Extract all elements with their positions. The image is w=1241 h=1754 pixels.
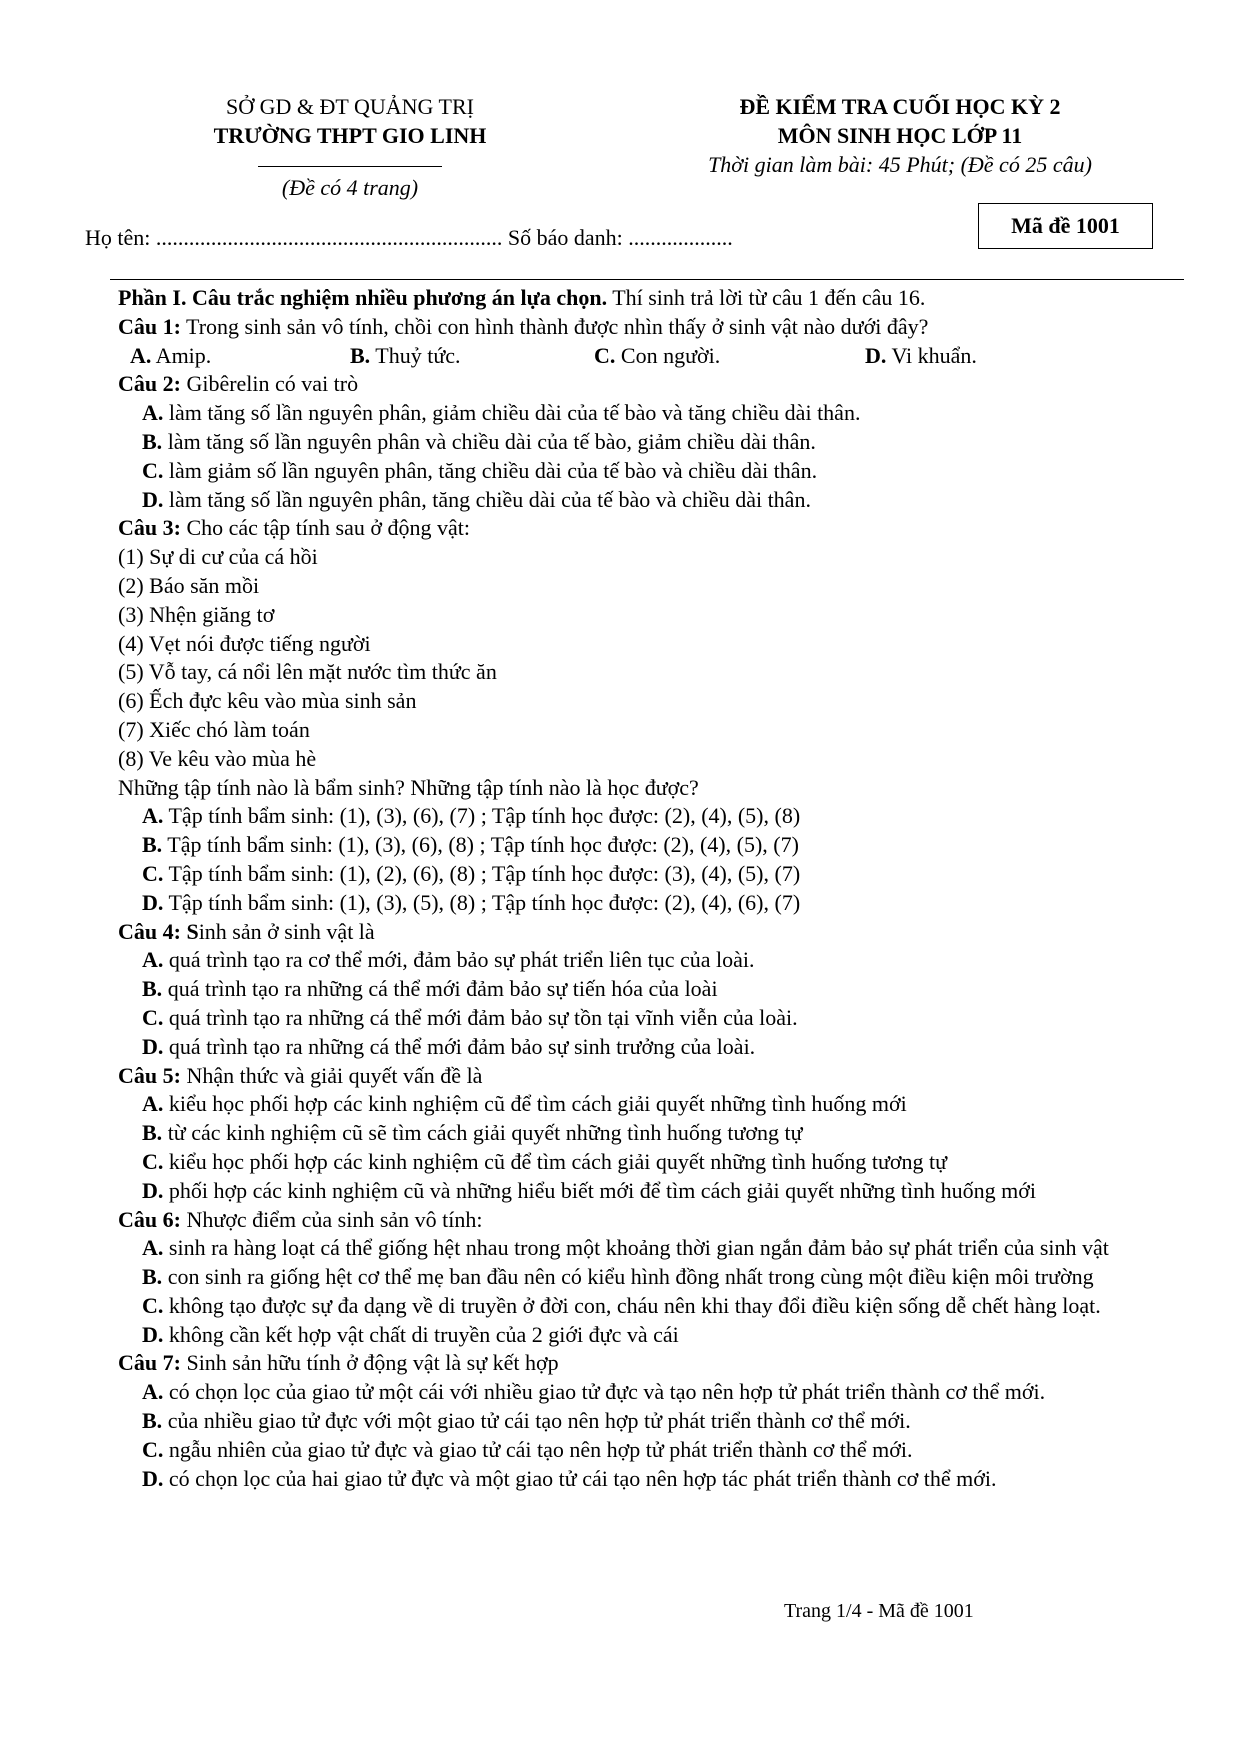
option: D. Tập tính bẩm sinh: (1), (3), (5), (8) ; Tập tính học được: (2), (4), (6), (7) xyxy=(142,889,801,915)
option: D. Vi khuẩn. xyxy=(865,342,977,368)
part-instruction: Thí sinh trả lời từ câu 1 đến câu 16. xyxy=(607,285,926,310)
part-title: Phần I. Câu trắc nghiệm nhiều phương án lựa chọn. xyxy=(118,285,608,310)
option: C. Tập tính bẩm sinh: (1), (2), (6), (8) ; Tập tính học được: (3), (4), (5), (7) xyxy=(142,860,801,886)
option: A. Tập tính bẩm sinh: (1), (3), (6), (7) ; Tập tính học được: (2), (4), (5), (8) xyxy=(142,803,801,829)
option: A. kiểu học phối hợp các kinh nghiệm cũ để tìm cách giải quyết những tình huống mới xyxy=(142,1091,907,1117)
option: B. từ các kinh nghiệm cũ sẽ tìm cách giải quyết những tình huống tương tự xyxy=(142,1120,803,1146)
list-item: (7) Xiếc chó làm toán xyxy=(118,716,310,742)
option: C. làm giảm số lần nguyên phân, tăng chiều dài của tế bào và chiều dài thân. xyxy=(142,457,818,483)
list-item: (4) Vẹt nói được tiếng người xyxy=(118,630,371,656)
question-6: Câu 6: Nhược điểm của sinh sản vô tính: xyxy=(118,1206,483,1232)
question-label: Câu 1: xyxy=(118,313,181,339)
school-name: TRƯỜNG THPT GIO LINH xyxy=(213,123,487,148)
student-info-line: Họ tên: ............................................................... Số báo danh: ................... xyxy=(85,225,733,250)
option: A. Amip. xyxy=(130,342,212,368)
option: B. quá trình tạo ra những cá thể mới đảm bảo sự tiến hóa của loài xyxy=(142,976,718,1002)
page-footer: Trang 1/4 - Mã đề 1001 xyxy=(784,1600,974,1622)
exam-code-box: Mã đề 1001 xyxy=(978,203,1153,249)
question-3: Câu 3: Cho các tập tính sau ở động vật: xyxy=(118,515,470,541)
question-7: Câu 7: Sinh sản hữu tính ở động vật là sự kết hợp xyxy=(118,1350,559,1376)
header-right xyxy=(640,92,1160,179)
exam-body xyxy=(118,284,1158,1493)
pages-note: (Đề có 4 trang) xyxy=(281,175,419,200)
list-item: (1) Sự di cư của cá hồi xyxy=(118,544,318,570)
option: B. Thuỷ tức. xyxy=(350,342,461,368)
header-divider xyxy=(258,166,442,167)
option: C. quá trình tạo ra những cá thể mới đảm bảo sự tồn tại vĩnh viễn của loài. xyxy=(142,1004,798,1030)
option: D. làm tăng số lần nguyên phân, tăng chiều dài của tế bào và chiều dài thân. xyxy=(142,486,811,512)
part-heading xyxy=(118,284,1158,313)
option: B. Tập tính bẩm sinh: (1), (3), (6), (8) ; Tập tính học được: (2), (4), (5), (7) xyxy=(142,832,799,858)
question-2: Câu 2: Gibêrelin có vai trò xyxy=(118,371,359,397)
question-1 xyxy=(118,313,1158,342)
list-item: (2) Báo săn mồi xyxy=(118,572,260,598)
time-note: Thời gian làm bài: 45 Phút; (Đề có 25 câu) xyxy=(708,152,1092,177)
question-text: Trong sinh sản vô tính, chồi con hình thành được nhìn thấy ở sinh vật nào dưới đây? xyxy=(180,313,929,339)
option: D. quá trình tạo ra những cá thể mới đảm bảo sự sinh trưởng của loài. xyxy=(142,1033,756,1059)
option: B. làm tăng số lần nguyên phân và chiều dài của tế bào, giảm chiều dài thân. xyxy=(142,428,816,454)
option: D. không cần kết hợp vật chất di truyền của 2 giới đực và cái xyxy=(142,1321,679,1347)
department-name: SỞ GD & ĐT QUẢNG TRỊ xyxy=(226,94,474,119)
option: C. kiểu học phối hợp các kinh nghiệm cũ để tìm cách giải quyết những tình huống tương tự xyxy=(142,1148,948,1174)
option: D. có chọn lọc của hai giao tử đực và một giao tử cái tạo nên hợp tác phát triển thành cơ thể mới. xyxy=(142,1465,997,1491)
option: D. phối hợp các kinh nghiệm cũ và những hiểu biết mới để tìm cách giải quyết những tình huống mới xyxy=(142,1177,1036,1203)
question-1-options xyxy=(118,342,1158,371)
option: A. sinh ra hàng loạt cá thể giống hệt nhau trong một khoảng thời gian ngắn đảm bảo sự phát triển của sinh vật xyxy=(142,1235,1109,1261)
list-item: (3) Nhện giăng tơ xyxy=(118,601,275,627)
option: C. Con người. xyxy=(594,342,721,368)
option: A. có chọn lọc của giao tử một cái với nhiều giao tử đực và tạo nên hợp tử phát triển thành cơ thể mới. xyxy=(142,1379,1046,1405)
subject-title: MÔN SINH HỌC LỚP 11 xyxy=(777,123,1023,148)
question-5: Câu 5: Nhận thức và giải quyết vấn đề là xyxy=(118,1062,483,1088)
list-item: (8) Ve kêu vào mùa hè xyxy=(118,745,317,771)
list-item: (6) Ếch đực kêu vào mùa sinh sản xyxy=(118,688,417,714)
question-4: Câu 4: Sinh sản ở sinh vật là xyxy=(118,918,375,944)
exam-title: ĐỀ KIỂM TRA CUỐI HỌC KỲ 2 xyxy=(739,94,1061,119)
option: A. quá trình tạo ra cơ thể mới, đảm bảo sự phát triển liên tục của loài. xyxy=(142,947,755,973)
header-rule xyxy=(110,279,1184,280)
header-left xyxy=(150,92,550,202)
option: B. con sinh ra giống hệt cơ thể mẹ ban đầu nên có kiểu hình đồng nhất trong cùng một điều kiện môi trường xyxy=(142,1264,1094,1290)
option: C. không tạo được sự đa dạng về di truyền ở đời con, cháu nên khi thay đổi điều kiện sống dễ chết hàng loạt. xyxy=(142,1292,1101,1318)
list-item: (5) Vỗ tay, cá nổi lên mặt nước tìm thức ăn xyxy=(118,659,497,685)
option: B. của nhiều giao tử đực với một giao tử cái tạo nên hợp tử phát triển thành cơ thể mới. xyxy=(142,1408,911,1434)
question-prompt: Những tập tính nào là bẩm sinh? Những tập tính nào là học được? xyxy=(118,774,699,800)
option: A. làm tăng số lần nguyên phân, giảm chiều dài của tế bào và tăng chiều dài thân. xyxy=(142,400,861,426)
option: C. ngẫu nhiên của giao tử đực và giao tử cái tạo nên hợp tử phát triển thành cơ thể mới. xyxy=(142,1436,913,1462)
